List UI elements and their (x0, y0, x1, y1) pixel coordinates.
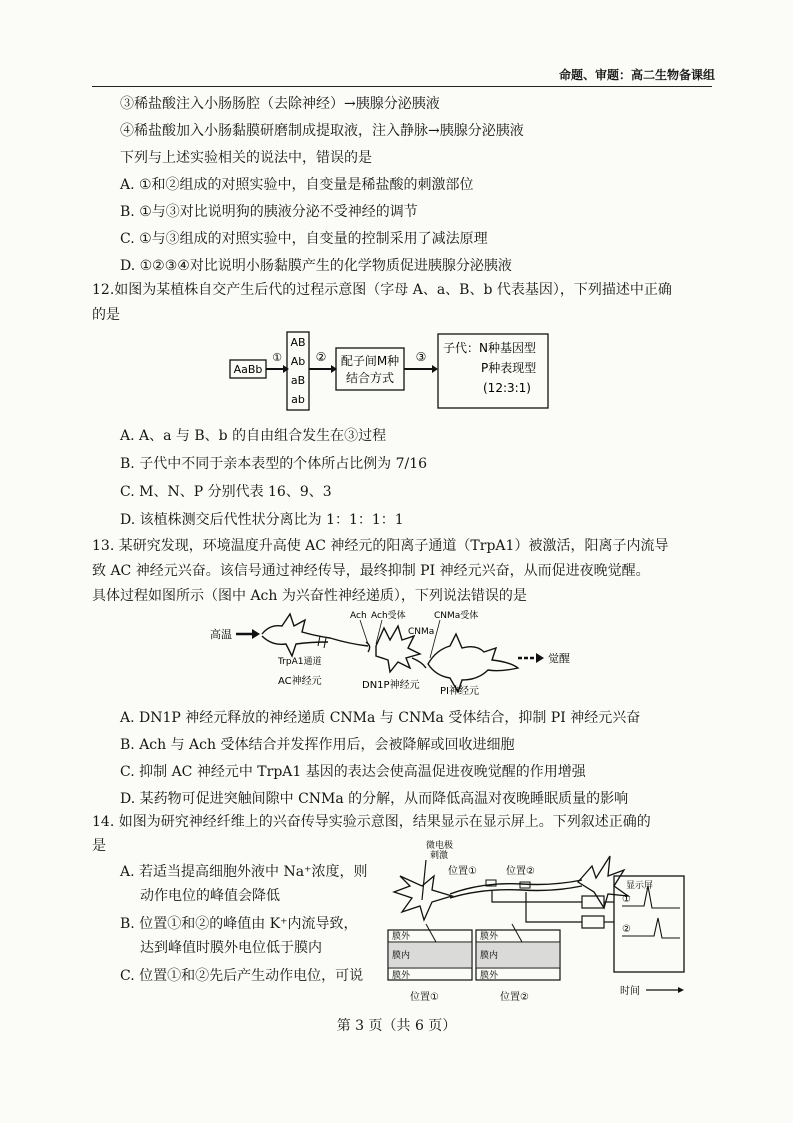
caption-position-2: 位置② (500, 992, 529, 1003)
q12-option-b: B. 子代中不同于亲本表型的个体所占比例为 7/16 (120, 456, 428, 472)
q13-stem-1: 13. 某研究发现，环境温度升高使 AC 神经元的阳离子通道（TrpA1）被激活，阳离子内流导 (92, 538, 669, 554)
membrane-outside-1b: 膜外 (392, 971, 411, 981)
q13-option-d: D. 某药物可促进突触间隙中 CNMa 的分解，从而降低高温对夜晚睡眠质量的影响 (120, 791, 629, 807)
header-rule (92, 86, 712, 87)
gamete-ab-mixed: Ab (290, 355, 306, 368)
ach-receptor-label: Ach受体 (371, 611, 406, 621)
q13-option-c: C. 抑制 AC 神经元中 TrpA1 基因的表达会使高温促进夜晚觉醒的作用增强 (120, 764, 586, 780)
membrane-inside-1: 膜内 (392, 951, 411, 961)
gamete-ab-upper: AB (290, 336, 306, 349)
gamete-ab-lower: ab (291, 393, 305, 406)
q13-neuron-diagram (200, 606, 600, 701)
awake-label: 觉醒 (548, 652, 570, 665)
dn1p-neuron-label: DN1P神经元 (362, 680, 420, 691)
offspring-line-1: 子代：N种基因型 (443, 341, 536, 355)
screen-label: 显示屏 (626, 881, 654, 891)
step-2-label: ② (315, 350, 327, 364)
pi-neuron-shape (428, 634, 518, 692)
q11-option-d: D. ①②③④对比说明小肠黏膜产生的化学物质促进胰腺分泌胰液 (120, 258, 512, 274)
q14-stem-1: 14. 如图为研究神经纤维上的兴奋传导实验示意图，结果显示在显示屏上。下列叙述正确的 (92, 814, 651, 830)
offspring-ratio: (12:3:1) (483, 381, 531, 395)
q11-line-4: ④稀盐酸加入小肠黏膜研磨制成提取液，注入静脉→胰腺分泌胰液 (120, 123, 524, 139)
time-axis-label: 时间 (620, 986, 640, 997)
q12-diagram (225, 330, 585, 415)
q14-option-a-line-2: 动作电位的峰值会降低 (140, 888, 280, 904)
page-footer: 第 3 页（共 6 页） (336, 1018, 457, 1034)
membrane-outside-2: 膜外 (480, 932, 499, 942)
q12-stem-2: 的是 (92, 307, 120, 323)
q13-stem-2: 致 AC 神经元兴奋。该信号通过神经传导，最终抑制 PI 神经元兴奋，从而促进夜晚觉醒。 (92, 563, 650, 579)
step-1-label: ① (272, 351, 282, 364)
electrode-label: 微电极 (426, 841, 454, 851)
membrane-outside-1: 膜外 (392, 932, 411, 942)
trpa1-label: TrpA1通道 (278, 657, 322, 667)
parent-genotype: AaBb (233, 363, 263, 376)
q13-option-a: A. DN1P 神经元释放的神经递质 CNMa 与 CNMa 受体结合，抑制 PI 神经元兴奋 (120, 710, 641, 726)
membrane-inside-2: 膜内 (480, 951, 499, 961)
q11-option-a: A. ①和②组成的对照实验中，自变量是稀盐酸的刺激部位 (120, 177, 474, 193)
q11-line-3: ③稀盐酸注入小肠肠腔（去除神经）→胰腺分泌胰液 (120, 96, 440, 112)
caption-position-1: 位置① (410, 992, 439, 1003)
q12-option-a: A. A、a 与 B、b 的自由组合发生在③过程 (120, 428, 387, 444)
q13-stem-3: 具体过程如图所示（图中 Ach 为兴奋性神经递质），下列说法错误的是 (92, 588, 527, 604)
q14-stem-2: 是 (92, 838, 106, 854)
stim-label: 刺激 (430, 851, 449, 861)
combination-line-2: 结合方式 (345, 371, 395, 385)
position-1-label: 位置① (448, 866, 477, 877)
q12-option-c: C. M、N、P 分别代表 16、9、3 (120, 484, 332, 500)
q11-option-c: C. ①与③组成的对照实验中，自变量的控制采用了减法原理 (120, 231, 488, 247)
pi-neuron-label: PI神经元 (440, 686, 479, 697)
q14-experiment-diagram (382, 836, 692, 1008)
q14-option-a-line-1: A. 若适当提高细胞外液中 Na⁺浓度，则 (120, 864, 368, 880)
q11-prompt: 下列与上述实验相关的说法中，错误的是 (120, 150, 372, 166)
ach-label: Ach (350, 611, 367, 621)
q12-stem-1: 12.如图为某植株自交产生后代的过程示意图（字母 A、a、B、b 代表基因），下列描述中正确 (92, 282, 672, 298)
q11-option-b: B. ①与③对比说明狗的胰液分泌不受神经的调节 (120, 204, 418, 220)
q14-option-b-line-2: 达到峰值时膜外电位低于膜内 (140, 940, 322, 956)
combination-line-1: 配子间M种 (340, 354, 400, 368)
step-3-label: ③ (415, 350, 427, 364)
screen-mark-1: ① (622, 894, 631, 905)
screen-mark-2: ② (622, 924, 631, 935)
q14-option-b-line-1: B. 位置①和②的峰值由 K⁺内流导致， (120, 916, 358, 932)
gamete-ab-lower-upper: aB (290, 374, 306, 387)
offspring-line-2: P种表现型 (481, 361, 537, 375)
q12-option-d: D. 该植株测交后代性状分离比为 1：1：1：1 (120, 512, 404, 528)
membrane-outside-2b: 膜外 (480, 971, 499, 981)
q13-option-b: B. Ach 与 Ach 受体结合并发挥作用后，会被降解或回收进细胞 (120, 737, 515, 753)
header-text: 命题、审题：高二生物备课组 (558, 68, 715, 82)
high-temp-label: 高温 (210, 628, 232, 641)
position-2-label: 位置② (506, 866, 535, 877)
cnma-receptor-label: CNMa受体 (434, 611, 479, 621)
ac-neuron-label: AC神经元 (278, 676, 322, 687)
q14-option-c-line-1: C. 位置①和②先后产生动作电位，可说 (120, 968, 364, 984)
cnma-label: CNMa (408, 627, 435, 637)
